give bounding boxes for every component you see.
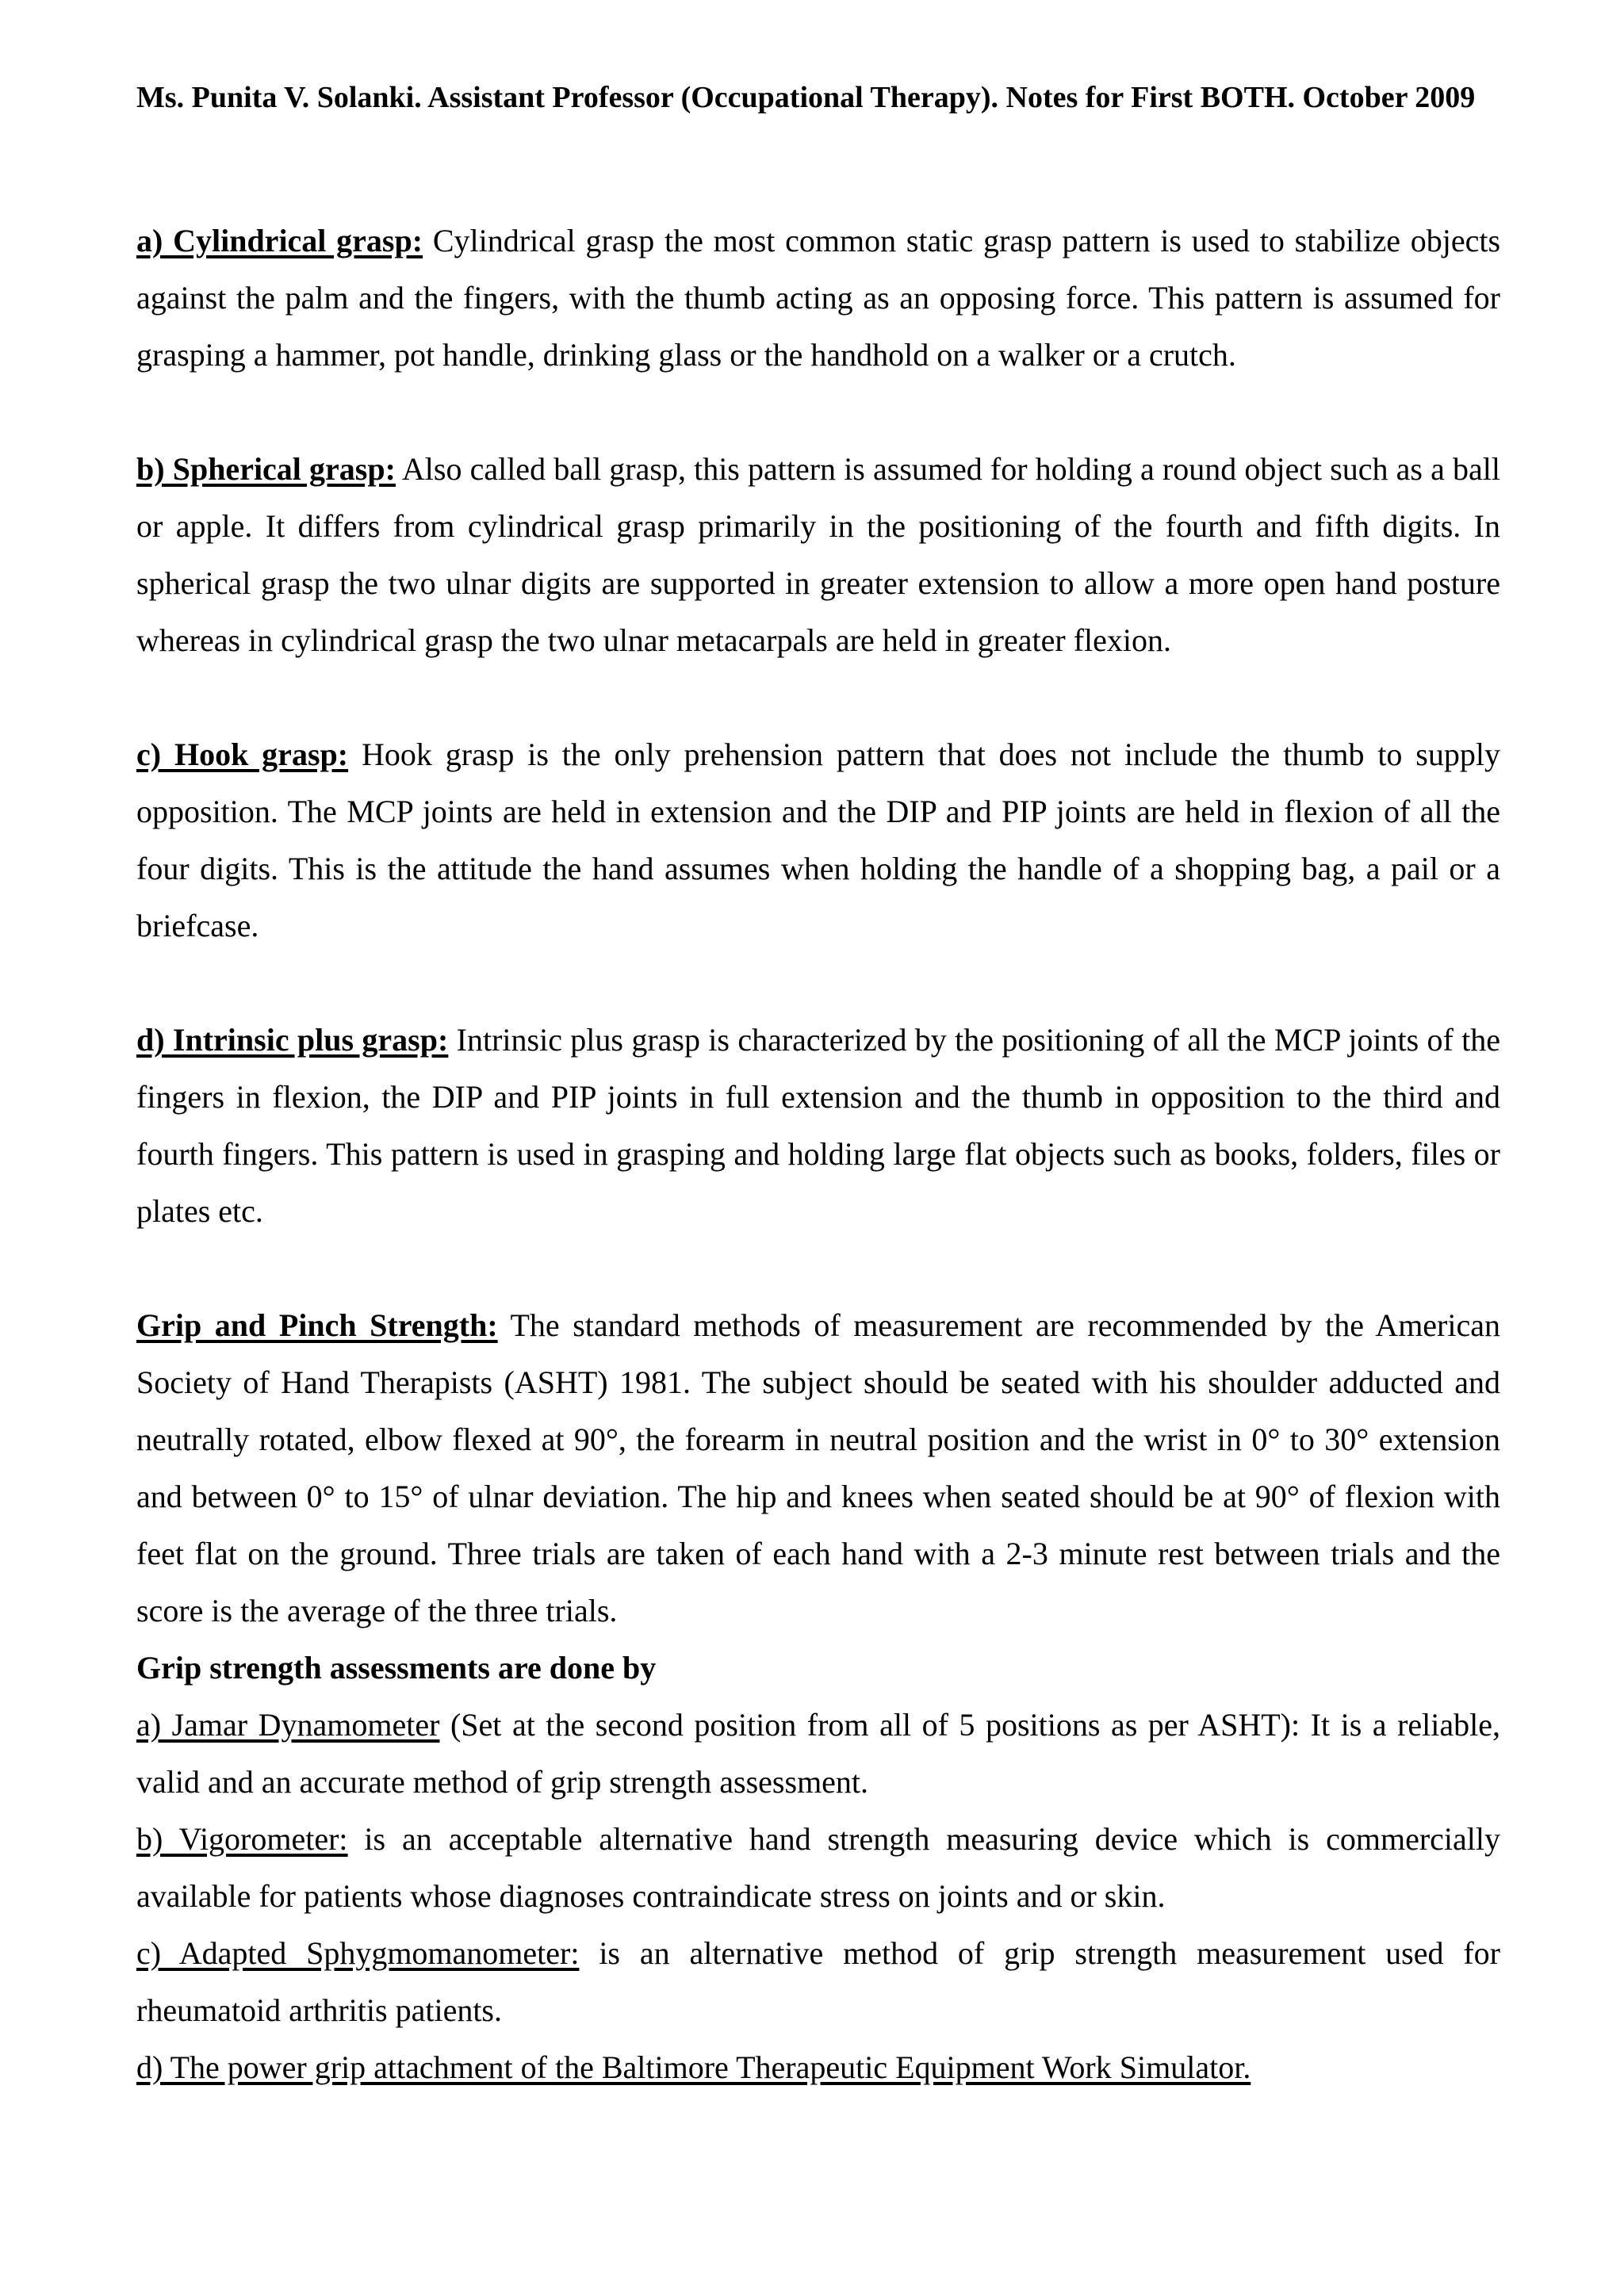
- assessment-term-baltimore: d) The power grip attachment of the Baltimore Therapeutic Equipment Work Simulator.: [136, 2049, 1251, 2085]
- assessment-item-jamar: [136, 1697, 1500, 1811]
- intrinsic-plus-grasp-term: d) Intrinsic plus grasp:: [136, 1022, 449, 1058]
- hook-grasp-term: c) Hook grasp:: [136, 737, 349, 772]
- assessments-heading: Grip strength assessments are done by: [136, 1650, 657, 1686]
- page-header: Ms. Punita V. Solanki. Assistant Professor (Occupational Therapy). Notes for First BOTH. October 2009: [136, 81, 1476, 114]
- intrinsic-plus-grasp-text: Intrinsic plus grasp is characterized by the positioning of all the MCP joints of the fingers in flexion, the DIP and PIP joints in full extension and the thumb in opposition to the third and fourth fingers. This pattern is used in grasping and holding large flat objects such as books, folders, files or plates etc.: [136, 1022, 1500, 1229]
- assessment-text-vigorometer: is an acceptable alternative hand strength measuring device which is commercially available for patients whose diagnoses contraindicate stress on joints and or skin.: [136, 1821, 1500, 1914]
- assessment-term-vigorometer: b) Vigorometer:: [136, 1821, 348, 1857]
- spherical-grasp-paragraph: [136, 441, 1500, 669]
- cylindrical-grasp-paragraph: [136, 212, 1500, 384]
- intrinsic-plus-grasp-paragraph: [136, 1012, 1500, 1240]
- grip-pinch-strength-term: Grip and Pinch Strength:: [136, 1307, 498, 1343]
- assessment-item-sphygmomanometer: [136, 1925, 1500, 2039]
- assessment-text-sphygmomanometer: is an alternative method of grip strength measurement used for rheumatoid arthritis patients.: [136, 1935, 1500, 2028]
- assessment-item-vigorometer: [136, 1811, 1500, 1925]
- assessment-text-jamar: (Set at the second position from all of 5 positions as per ASHT): It is a reliable, valid and an accurate method of grip strength assessment.: [136, 1707, 1500, 1800]
- spherical-grasp-term: b) Spherical grasp:: [136, 451, 396, 487]
- hook-grasp-text: Hook grasp is the only prehension pattern that does not include the thumb to supply opposition. The MCP joints are held in extension and the DIP and PIP joints are held in flexion of all the four digits. This is the attitude the hand assumes when holding the handle of a shopping bag, a pail or a briefcase.: [136, 737, 1500, 943]
- spherical-grasp-text: Also called ball grasp, this pattern is assumed for holding a round object such as a ball or apple. It differs from cylindrical grasp primarily in the positioning of the fourth and fifth digits. In spherical grasp the two ulnar digits are supported in greater extension to allow a more open hand posture whereas in cylindrical grasp the two ulnar metacarpals are held in greater flexion.: [136, 451, 1500, 658]
- hook-grasp-paragraph: [136, 726, 1500, 955]
- assessment-term-jamar: a) Jamar Dynamometer: [136, 1707, 440, 1743]
- grip-pinch-strength-text: The standard methods of measurement are recommended by the American Society of Hand Therapists (ASHT) 1981. The subject should be seated with his shoulder adducted and neutrally rotated, elbow flexed at 90°, the forearm in neutral position and the wrist in 0° to 30° extension and between 0° to 15° of ulnar deviation. The hip and knees when seated should be at 90° of flexion with feet flat on the ground. Three trials are taken of each hand with a 2-3 minute rest between trials and the score is the average of the three trials.: [136, 1307, 1501, 1628]
- assessment-term-sphygmomanometer: c) Adapted Sphygmomanometer:: [136, 1935, 580, 1971]
- page-content: [136, 212, 1500, 2096]
- cylindrical-grasp-term: a) Cylindrical grasp:: [136, 223, 423, 258]
- cylindrical-grasp-text: Cylindrical grasp the most common static grasp pattern is used to stabilize objects against the palm and the fingers, with the thumb acting as an opposing force. This pattern is assumed for grasping a hammer, pot handle, drinking glass or the handhold on a walker or a crutch.: [136, 223, 1501, 373]
- assessment-item-baltimore: [136, 2039, 1500, 2096]
- grip-pinch-strength-paragraph: [136, 1297, 1500, 1640]
